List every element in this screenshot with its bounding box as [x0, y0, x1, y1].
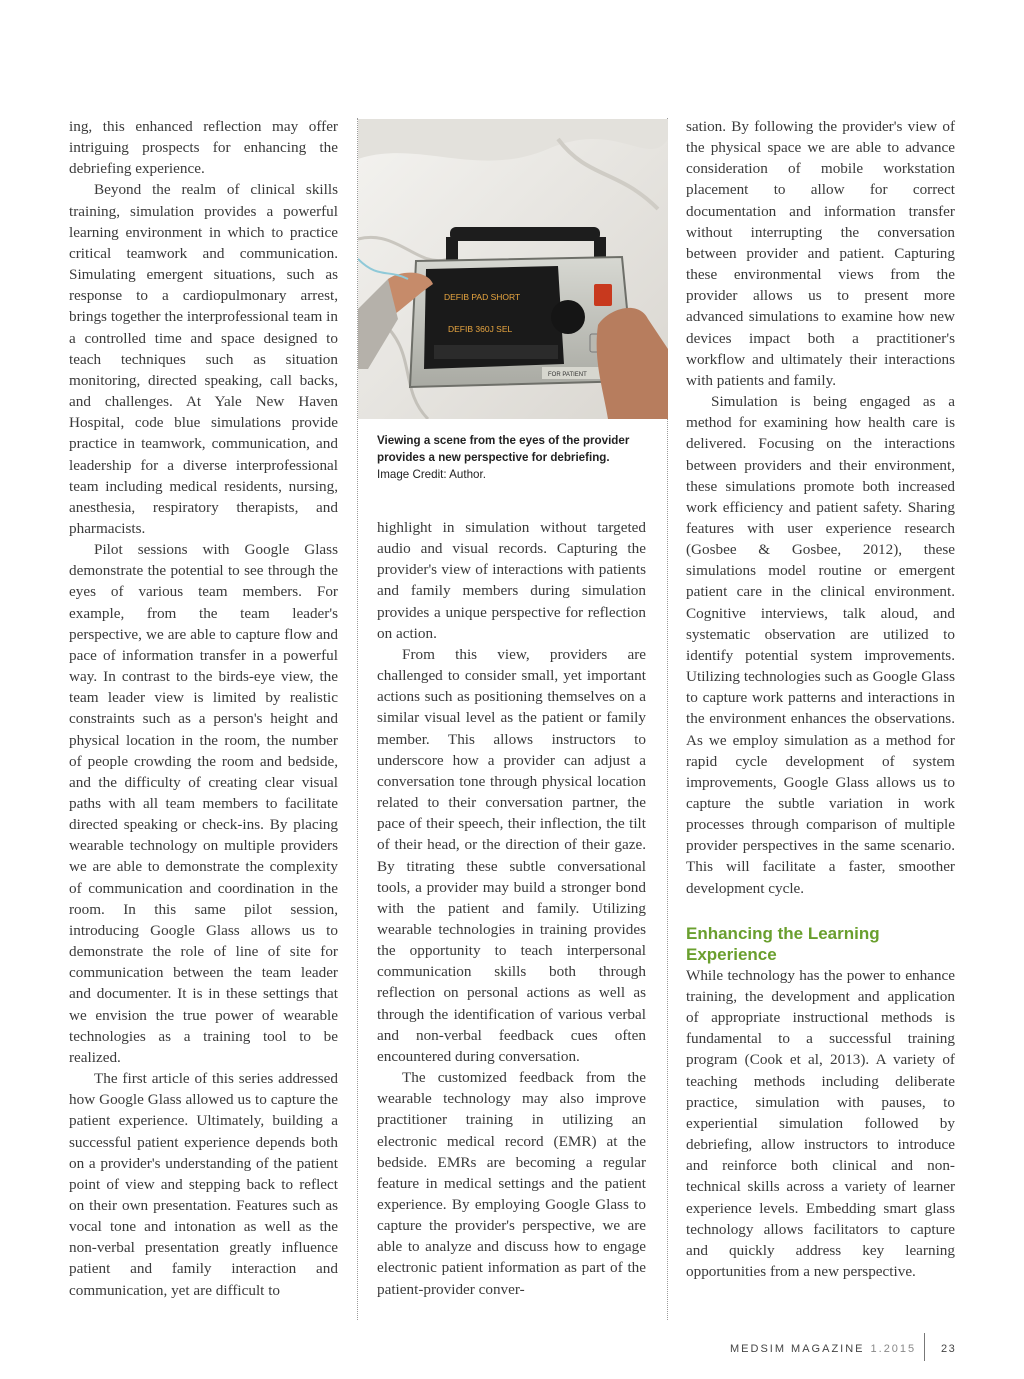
caption-text: Viewing a scene from the eyes of the provider provides a new perspective for debriefing.: [377, 434, 630, 464]
col2-paragraph-2: From this view, providers are challenged to consider small, yet important actions such as positioning themselves on a similar visual level as the patient or family member. This allows instructors to underscore how a provider can adjust a conversation tone through physical location related to their conversation partner, the pace of their speech, their inflection, the tilt of their head, or the direction of their gaze. By titrating these subtle conversational tools, a provider may build a stronger bond with the patient and family. Utilizing wearable technologies in training provides the opportunity to teach interpersonal communication skills both through reflection on personal actions as well as through the identification of various verbal and non-verbal feedback cues often encountered during conversation.: [377, 645, 646, 1065]
column-3: [686, 116, 955, 1282]
image-credit: Image Credit: Author.: [377, 468, 486, 481]
column-1: [69, 116, 338, 1301]
footer-divider: [924, 1333, 925, 1361]
col1-paragraph-2: Beyond the realm of clinical skills training, simulation provides a powerful learning environment in which to practice critical teamwork and communication. Simulating emergent situations, such as response to a cardiopulmonary arrest, brings together the interprofessional team in a controlled time and space designed to teach techniques such as situation monitoring, directed speaking, call backs, and challenges. At Yale New Haven Hospital, code blue simulations provide practice in teamwork, communication, and leadership for a diverse interprofessional team including medical residents, nursing, anesthesia, respiratory therapists, and pharmacists.: [69, 181, 338, 537]
section-heading: Enhancing the Learning Experience: [686, 923, 880, 964]
col1-paragraph-3: Pilot sessions with Google Glass demonstrate the potential to see through the eyes of various team members. For example, from the team leader's perspective, we are able to capture flow and pace of information transfer in a powerful way. In contrast to the birds-eye view, the team leader view is limited by realistic constraints such as a person's height and physical location in the room, the number of people crowding the room and bedside, and the difficulty of creating clear visual paths with all team members to facilitate directed speaking or check-ins. By placing wearable technology on multiple providers we are able to demonstrate the complexity of communication and coordination in the room. In this same pilot session, introducing Google Glass allows us to demonstrate the role of line of site for communication between the team leader and documenter. It is in these settings that we envision the true power of wearable technologies as a training tool to be realized.: [69, 541, 338, 1066]
magazine-name: MEDSIM MAGAZINE: [730, 1343, 865, 1355]
col1-paragraph-4: The first article of this series addressed how Google Glass allowed us to capture the patient experience. Ultimately, building a successful patient experience depends both on a provider's understanding of the patient point of view and stepping back to reflect on their own presentation. Features such as vocal tone and intonation as well as the non-verbal presentation greatly influence patient and family interaction and communication, yet are difficult to: [69, 1070, 338, 1299]
col1-paragraph-1: ing, this enhanced reflection may offer intriguing prospects for enhancing the debriefing experience.: [69, 118, 338, 178]
defibrillator-photo: [358, 119, 668, 419]
col3-paragraph-2: Simulation is being engaged as a method for examining how health care is delivered. Focusing on the interactions between providers and their environment, these simulations promote both increased work efficiency and patient safety. Sharing features with user experience research (Gosbee & Gosbee, 2012), these simulations model routine or emergent patient care in the clinical environment. Cognitive interviews, talk aloud, and systematic observation are utilized to identify potential system improvements. Utilizing technologies such as Google Glass to capture work patterns and interactions in the environment enhances the observations. As we employ simulation as a method for rapid cycle development of system improvements, Google Glass allows us to capture the subtle variation in work processes through comparison of multiple provider perspectives in the same scenario. This will facilitate a faster, smoother development cycle.: [686, 393, 955, 897]
patient-label-text: FOR PATIENT: [548, 372, 587, 378]
footer: [730, 1343, 916, 1355]
issue-number: 1.2015: [870, 1343, 917, 1355]
page-number: 23: [941, 1343, 957, 1355]
screen-text: DEFIB PAD SHORT: [444, 292, 521, 302]
figure-photo: [358, 119, 668, 419]
screen-text: DEFIB 360J SEL: [448, 324, 513, 334]
figure-caption: [377, 432, 657, 483]
column-2: [377, 517, 646, 1300]
col2-paragraph-1: highlight in simulation without targeted audio and visual records. Capturing the provider's view of interactions with patients and family members during simulation provides a unique perspective for reflection on action.: [377, 519, 646, 642]
col2-paragraph-3: The customized feedback from the wearable technology may also improve practitioner training in utilizing an electronic medical record (EMR) at the bedside. EMRs are becoming a regular feature in medical settings and the patient experience. By employing Google Glass to capture the provider's perspective, we are able to analyze and discuss how to engage electronic patient information as part of the patient-provider conver-: [377, 1069, 646, 1298]
col3-paragraph-1: sation. By following the provider's view of the physical space we are able to advance consideration of mobile workstation placement to allow for correct documentation and information transfer without interrupting the conversation between provider and patient. Capturing these environmental views from the provider allows us to present more advanced simulations to examine how new devices impact both a practitioner's workflow and ultimately their interactions with patients and family.: [686, 118, 955, 389]
col3-paragraph-3: While technology has the power to enhance training, the development and application of appropriate instructional methods is fundamental to a successful training program (Cook et al, 2013). A variety of teaching methods including deliberate practice, simulation with pauses, to experiential simulation followed by debriefing, allow instructors to introduce and reinforce both clinical and non-technical skills across a variety of learner experience levels. Embedding smart glass technology allows facilitators to capture and quickly address key learning opportunities from a new perspective.: [686, 966, 955, 1280]
